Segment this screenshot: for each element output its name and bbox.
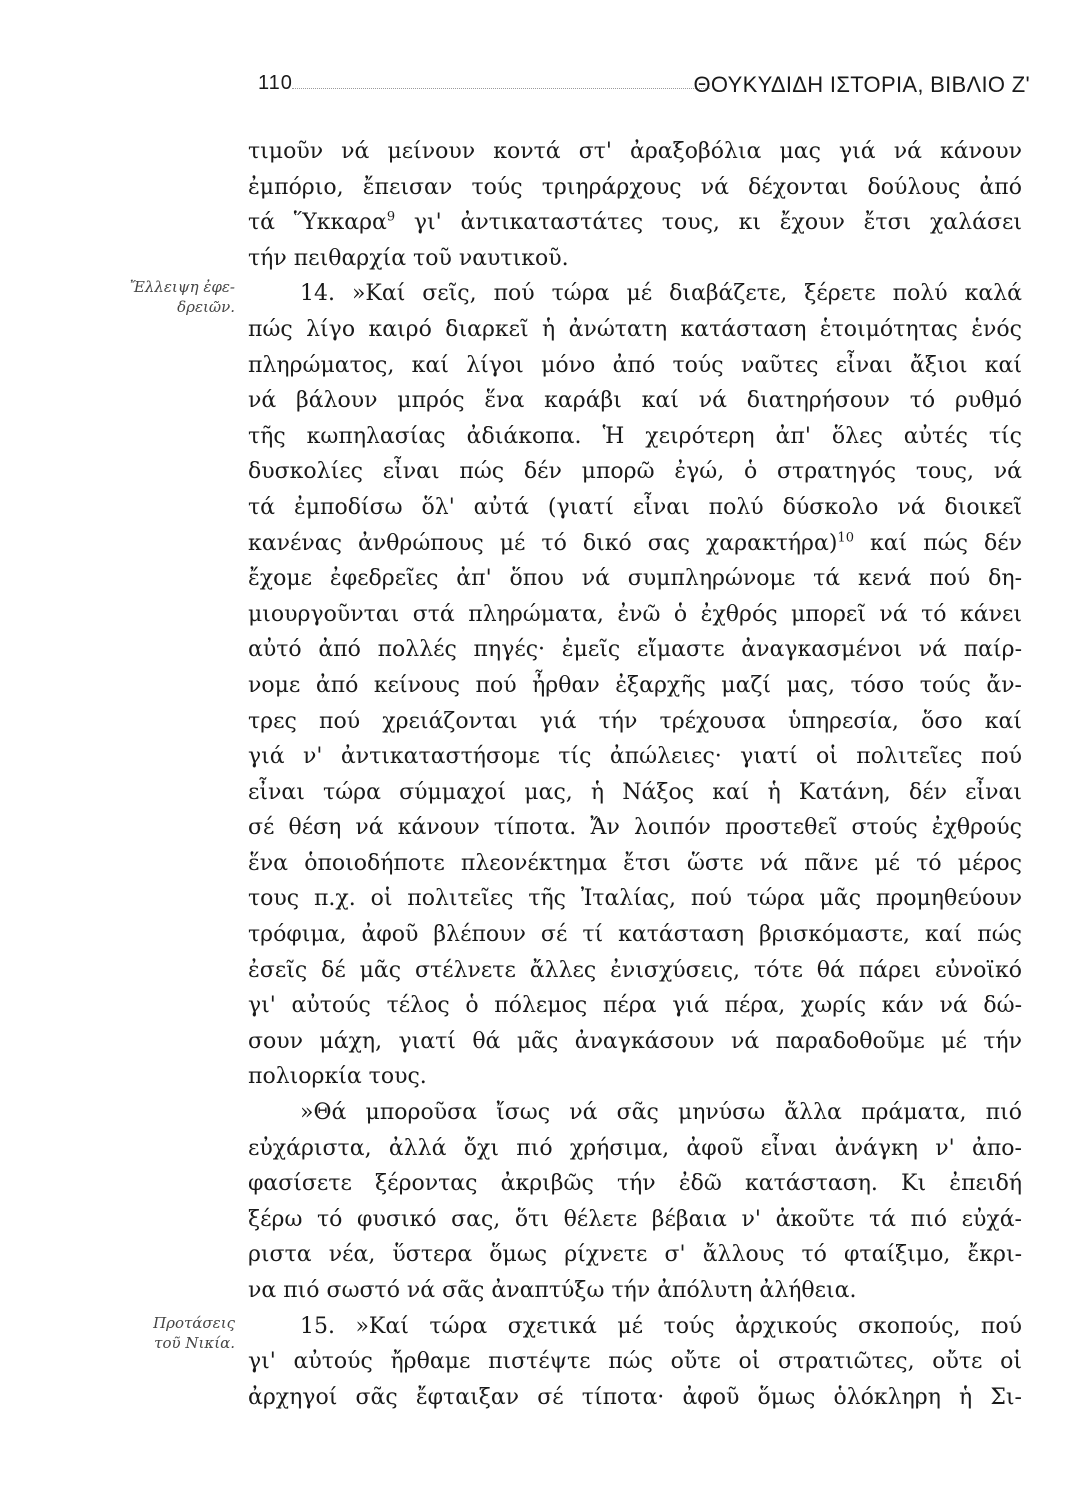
text-segment: γι' ἀντικαταστάτες τους, κι ἔχουν ἔτσι χαλάσει xyxy=(395,210,1022,236)
margin-note-line: τοῦ Νικία. xyxy=(154,1334,235,1352)
running-title: ΘΟΥΚΥΔΙΔΗ ΙΣΤΟΡΙΑ, ΒΙΒΛΙΟ Ζ' xyxy=(693,72,1030,97)
text-line: σουν μάχη, γιατί θά μᾶς ἀναγκάσουν νά παραδοθοῦμε μέ τήν xyxy=(248,1028,1022,1054)
text-line: φασίσετε ξέροντας ἀκριβῶς τήν ἐδῶ κατάσταση. Κι ἐπειδή xyxy=(248,1171,1022,1197)
header-rule xyxy=(292,88,710,89)
text-line: τήν πειθαρχία τοῦ ναυτικοῦ. xyxy=(248,245,569,271)
margin-note-line: Ἔλλειψη ἐφε- xyxy=(129,278,235,296)
text-line: ἔχομε ἐφεδρεῖες ἀπ' ὅπου νά συμπληρώνομε τά κενά πού δη- xyxy=(248,566,1022,592)
text-line: ἐσεῖς δέ μᾶς στέλνετε ἄλλες ἐνισχύσεις, τότε θά πάρει εὐνοϊκό xyxy=(248,957,1022,983)
body-text xyxy=(248,134,1022,1415)
margin-note-nikias-proposals xyxy=(60,1313,235,1353)
text-segment: καί πώς δέν xyxy=(853,530,1022,556)
text-line: τά ἐμποδίσω ὅλ' αὐτά (γιατί εἶναι πολύ δύσκολο νά διοικεῖ xyxy=(248,494,1022,520)
text-line: γι' αὐτούς τέλος ὁ πόλεμος πέρα γιά πέρα, χωρίς κάν νά δώ- xyxy=(248,993,1022,1019)
page-number: 110 xyxy=(258,72,293,94)
text-line: νομε ἀπό κείνους πού ἦρθαν ἐξαρχῆς μαζί μας, τόσο τούς ἄν- xyxy=(248,672,1022,698)
text-line: πληρώματος, καί λίγοι μόνο ἀπό τούς ναῦτες εἶναι ἄξιοι καί xyxy=(248,352,1022,378)
text-line: τρες πού χρειάζονται γιά τήν τρέχουσα ὑπηρεσία, ὅσο καί xyxy=(248,708,1022,734)
text-line: ἐμπόριο, ἔπεισαν τούς τριηράρχους νά δέχονται δούλους ἀπό xyxy=(248,174,1022,200)
section-14-start: 14. »Καί σεῖς, πού τώρα μέ διαβάζετε, ξέρετε πολύ καλά xyxy=(300,281,1022,307)
text-line: ξέρω τό φυσικό σας, ὅτι θέλετε βέβαια ν' ἀκοῦτε τά πιό εὐχά- xyxy=(248,1206,1022,1232)
text-line: εἶναι τώρα σύμμαχοί μας, ἡ Νάξος καί ἡ Κατάνη, δέν εἶναι xyxy=(248,779,1022,805)
text-segment: κανένας ἀνθρώπους μέ τό δικό σας χαρακτήρα) xyxy=(248,530,838,556)
margin-note-line: δρειῶν. xyxy=(177,298,235,316)
text-line: νά βάλουν μπρός ἕνα καράβι καί νά διατηρήσουν τό ρυθμό xyxy=(248,388,1022,414)
text-line xyxy=(248,205,1022,241)
running-head xyxy=(250,72,1030,106)
paragraph-start: »Θά μποροῦσα ἴσως νά σᾶς μηνύσω ἄλλα πράματα, πιό xyxy=(300,1100,1022,1126)
text-line xyxy=(248,526,1022,562)
footnote-ref-9: 9 xyxy=(386,209,396,225)
section-15-start: 15. »Καί τώρα σχετικά μέ τούς ἀρχικούς σκοπούς, πού xyxy=(300,1313,1022,1339)
text-line: μιουργοῦνται στά πληρώματα, ἐνῶ ὁ ἐχθρός μπορεῖ νά τό κάνει xyxy=(248,601,1022,627)
text-line: τους π.χ. οἱ πολιτεῖες τῆς Ἰταλίας, πού τώρα μᾶς προμηθεύουν xyxy=(248,886,1022,912)
text-segment: τά Ὕκκαρα xyxy=(248,210,387,236)
text-line: αὐτό ἀπό πολλές πηγές· ἐμεῖς εἴμαστε ἀναγκασμένοι νά παίρ- xyxy=(248,637,1022,663)
margin-note-line: Προτάσεις xyxy=(153,1314,235,1332)
footnote-ref-10: 10 xyxy=(837,530,854,546)
text-line: να πιό σωστό νά σᾶς ἀναπτύξω τήν ἀπόλυτη ἀλήθεια. xyxy=(248,1278,857,1303)
margin-note-reserve-shortage xyxy=(60,277,235,317)
text-line: σέ θέση νά κάνουν τίποτα. Ἄν λοιπόν προστεθεῖ στούς ἐχθρούς xyxy=(248,815,1022,841)
text-line: εὐχάριστα, ἀλλά ὄχι πιό χρήσιμα, ἀφοῦ εἶναι ἀνάγκη ν' ἀπο- xyxy=(248,1135,1022,1161)
text-line: πολιορκία τους. xyxy=(248,1064,427,1090)
text-line: ριστα νέα, ὕστερα ὅμως ρίχνετε σ' ἄλλους τό φταίξιμο, ἔκρι- xyxy=(248,1242,1022,1268)
text-line: γι' αὐτούς ἤρθαμε πιστέψτε πώς οὔτε οἱ στρατιῶτες, οὔτε οἱ xyxy=(248,1349,1022,1375)
text-line: τῆς κωπηλασίας ἀδιάκοπα. Ἡ χειρότερη ἀπ' ὅλες αὐτές τίς xyxy=(248,423,1022,449)
text-line: ἀρχηγοί σᾶς ἔφταιξαν σέ τίποτα· ἀφοῦ ὅμως ὁλόκληρη ἡ Σι- xyxy=(248,1384,1022,1410)
text-line: τιμοῦν νά μείνουν κοντά στ' ἀραξοβόλια μας γιά νά κάνουν xyxy=(248,139,1022,164)
text-line: γιά ν' ἀντικαταστήσομε τίς ἀπώλειες· γιατί οἱ πολιτεῖες πού xyxy=(248,744,1022,770)
text-line: ἕνα ὁποιοδήποτε πλεονέκτημα ἔτσι ὥστε νά πᾶνε μέ τό μέρος xyxy=(248,850,1022,876)
text-line: πώς λίγο καιρό διαρκεῖ ἡ ἀνώτατη κατάσταση ἑτοιμότητας ἑνός xyxy=(248,316,1022,342)
text-line: τρόφιμα, ἀφοῦ βλέπουν σέ τί κατάσταση βρισκόμαστε, καί πώς xyxy=(248,922,1022,948)
text-line: δυσκολίες εἶναι πώς δέν μπορῶ ἐγώ, ὁ στρατηγός τους, νά xyxy=(248,459,1022,485)
